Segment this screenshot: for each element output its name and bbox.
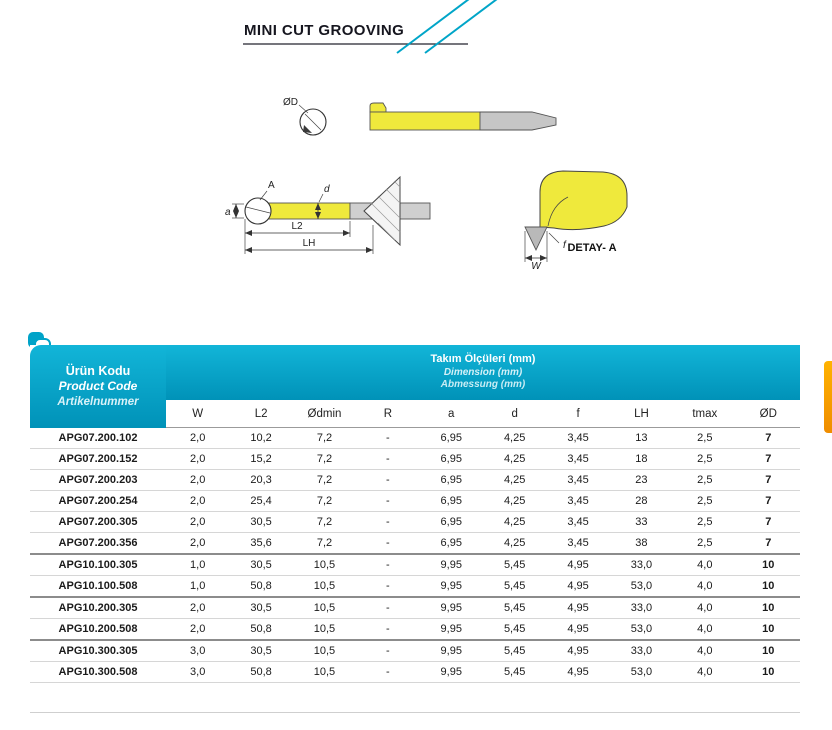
value-cell: 10,5: [293, 576, 356, 598]
table-row: [30, 533, 800, 555]
dim-d-label: d: [324, 184, 330, 195]
product-code-header: [30, 345, 166, 428]
value-cell: 2,5: [673, 428, 736, 449]
value-cell: 2,5: [673, 470, 736, 491]
value-cell: 20,3: [229, 470, 292, 491]
dim-f-label: f: [563, 240, 566, 251]
value-cell: 10: [737, 576, 800, 598]
value-cell: 10,5: [293, 662, 356, 683]
value-cell: 7,2: [293, 428, 356, 449]
dimensions-header-tr: Takım Ölçüleri (mm): [430, 353, 536, 366]
value-cell: 2,0: [166, 470, 229, 491]
value-cell: 30,5: [229, 598, 292, 619]
table-row: [30, 428, 800, 449]
value-cell: 7,2: [293, 449, 356, 470]
value-cell: 4,95: [546, 598, 609, 619]
dimensions-header-de: Abmessung (mm): [440, 379, 526, 391]
value-cell: 35,6: [229, 533, 292, 555]
value-cell: 10,5: [293, 641, 356, 662]
value-cell: 4,0: [673, 619, 736, 641]
column-header-7: LH: [610, 400, 673, 428]
value-cell: 10,2: [229, 428, 292, 449]
value-cell: 2,5: [673, 512, 736, 533]
table-row: [30, 619, 800, 641]
value-cell: 4,25: [483, 512, 546, 533]
product-code-cell: APG10.200.305: [30, 598, 166, 619]
product-code-cell: APG07.200.305: [30, 512, 166, 533]
value-cell: 9,95: [420, 619, 483, 641]
value-cell: 2,0: [166, 491, 229, 512]
value-cell: 10,5: [293, 555, 356, 576]
value-cell: 5,45: [483, 641, 546, 662]
value-cell: 7,2: [293, 470, 356, 491]
value-cell: 38: [610, 533, 673, 555]
value-cell: 1,0: [166, 555, 229, 576]
value-cell: 4,95: [546, 619, 609, 641]
product-code-cell: APG07.200.356: [30, 533, 166, 555]
value-cell: 5,45: [483, 598, 546, 619]
value-cell: 3,0: [166, 641, 229, 662]
value-cell: 4,95: [546, 555, 609, 576]
product-code-cell: APG10.100.508: [30, 576, 166, 598]
column-header-4: a: [420, 400, 483, 428]
value-cell: 3,45: [546, 428, 609, 449]
value-cell: 3,45: [546, 533, 609, 555]
detail-view: [525, 171, 627, 272]
value-cell: 9,95: [420, 576, 483, 598]
value-cell: 5,45: [483, 576, 546, 598]
value-cell: 7: [737, 533, 800, 555]
product-code-cell: APG10.300.508: [30, 662, 166, 683]
dim-w-label: W: [531, 261, 541, 272]
value-cell: 53,0: [610, 619, 673, 641]
value-cell: 9,95: [420, 662, 483, 683]
header-accent-lines: [0, 0, 832, 58]
value-cell: 7: [737, 470, 800, 491]
value-cell: -: [356, 576, 419, 598]
column-header-5: d: [483, 400, 546, 428]
value-cell: 7: [737, 491, 800, 512]
value-cell: 33,0: [610, 555, 673, 576]
value-cell: 15,2: [229, 449, 292, 470]
product-code-cell: APG07.200.102: [30, 428, 166, 449]
value-cell: 6,95: [420, 491, 483, 512]
value-cell: 10: [737, 598, 800, 619]
value-cell: 2,5: [673, 533, 736, 555]
value-cell: -: [356, 598, 419, 619]
value-cell: -: [356, 619, 419, 641]
product-code-header-de: Artikelnummer: [57, 395, 139, 408]
table-row: [30, 512, 800, 533]
page-title: MINI CUT GROOVING: [244, 22, 405, 39]
value-cell: 5,45: [483, 619, 546, 641]
value-cell: 10: [737, 619, 800, 641]
value-cell: 10: [737, 555, 800, 576]
table-row: [30, 662, 800, 683]
product-table: [30, 345, 800, 683]
dim-a-label: a: [225, 207, 231, 218]
value-cell: 4,25: [483, 428, 546, 449]
value-cell: 33,0: [610, 598, 673, 619]
value-cell: 4,95: [546, 662, 609, 683]
table-row: [30, 641, 800, 662]
product-code-header-en: Product Code: [58, 379, 138, 394]
value-cell: 33,0: [610, 641, 673, 662]
product-code-cell: APG10.100.305: [30, 555, 166, 576]
value-cell: 2,0: [166, 428, 229, 449]
value-cell: -: [356, 555, 419, 576]
side-view: [370, 103, 556, 130]
value-cell: 6,95: [420, 470, 483, 491]
value-cell: 13: [610, 428, 673, 449]
table-row: [30, 576, 800, 598]
value-cell: 4,0: [673, 641, 736, 662]
product-code-cell: APG10.300.305: [30, 641, 166, 662]
value-cell: 30,5: [229, 512, 292, 533]
value-cell: 2,0: [166, 449, 229, 470]
product-code-cell: APG07.200.152: [30, 449, 166, 470]
column-header-6: f: [546, 400, 609, 428]
value-cell: 7: [737, 428, 800, 449]
dim-l2-label: L2: [291, 221, 303, 232]
column-header-9: ØD: [737, 400, 800, 428]
value-cell: 3,45: [546, 470, 609, 491]
detail-title: DETAY- A: [567, 242, 617, 254]
value-cell: 7: [737, 449, 800, 470]
dimensions-header-en: Dimension (mm): [443, 366, 523, 378]
table-row: [30, 470, 800, 491]
table-row: [30, 555, 800, 576]
value-cell: 4,25: [483, 533, 546, 555]
value-cell: 9,95: [420, 598, 483, 619]
value-cell: 4,25: [483, 491, 546, 512]
detail-ref-label: A: [268, 180, 275, 191]
value-cell: 4,0: [673, 555, 736, 576]
table-row: [30, 598, 800, 619]
value-cell: -: [356, 449, 419, 470]
table-header-row: [30, 345, 800, 400]
column-header-8: tmax: [673, 400, 736, 428]
value-cell: 53,0: [610, 662, 673, 683]
value-cell: 6,95: [420, 533, 483, 555]
value-cell: 3,45: [546, 512, 609, 533]
value-cell: 4,25: [483, 449, 546, 470]
value-cell: 50,8: [229, 576, 292, 598]
value-cell: 10,5: [293, 619, 356, 641]
value-cell: 2,0: [166, 619, 229, 641]
value-cell: 4,25: [483, 470, 546, 491]
value-cell: 2,0: [166, 512, 229, 533]
value-cell: 28: [610, 491, 673, 512]
value-cell: 4,0: [673, 576, 736, 598]
value-cell: 4,0: [673, 662, 736, 683]
page-edge-tab: [824, 361, 832, 433]
value-cell: 2,5: [673, 449, 736, 470]
value-cell: 7,2: [293, 491, 356, 512]
value-cell: 1,0: [166, 576, 229, 598]
value-cell: 25,4: [229, 491, 292, 512]
value-cell: 3,0: [166, 662, 229, 683]
value-cell: 2,0: [166, 533, 229, 555]
value-cell: 6,95: [420, 449, 483, 470]
value-cell: 9,95: [420, 641, 483, 662]
value-cell: 2,5: [673, 491, 736, 512]
value-cell: 6,95: [420, 428, 483, 449]
product-table-container: [30, 345, 800, 713]
dim-lh-label: LH: [302, 238, 316, 249]
dimension-view: [225, 177, 430, 254]
value-cell: 9,95: [420, 555, 483, 576]
value-cell: -: [356, 470, 419, 491]
value-cell: 3,45: [546, 491, 609, 512]
column-header-2: Ødmin: [293, 400, 356, 428]
value-cell: 30,5: [229, 641, 292, 662]
value-cell: 6,95: [420, 512, 483, 533]
value-cell: 7,2: [293, 533, 356, 555]
product-code-header-tr: Ürün Kodu: [65, 364, 131, 379]
value-cell: -: [356, 662, 419, 683]
value-cell: -: [356, 641, 419, 662]
value-cell: 7,2: [293, 512, 356, 533]
od-label: ØD: [283, 97, 298, 108]
value-cell: 53,0: [610, 576, 673, 598]
value-cell: 33: [610, 512, 673, 533]
value-cell: 3,45: [546, 449, 609, 470]
value-cell: 50,8: [229, 619, 292, 641]
value-cell: 7: [737, 512, 800, 533]
product-code-cell: APG07.200.254: [30, 491, 166, 512]
end-view: [283, 97, 326, 135]
value-cell: 5,45: [483, 555, 546, 576]
table-row: [30, 491, 800, 512]
value-cell: -: [356, 533, 419, 555]
value-cell: 4,0: [673, 598, 736, 619]
value-cell: -: [356, 491, 419, 512]
value-cell: -: [356, 512, 419, 533]
value-cell: 10: [737, 662, 800, 683]
value-cell: 30,5: [229, 555, 292, 576]
value-cell: 18: [610, 449, 673, 470]
value-cell: 10,5: [293, 598, 356, 619]
value-cell: 10: [737, 641, 800, 662]
column-header-1: L2: [229, 400, 292, 428]
column-header-3: R: [356, 400, 419, 428]
technical-drawing: [180, 55, 690, 295]
value-cell: 50,8: [229, 662, 292, 683]
value-cell: 5,45: [483, 662, 546, 683]
value-cell: 4,95: [546, 576, 609, 598]
value-cell: 23: [610, 470, 673, 491]
dimensions-header: [166, 345, 800, 400]
value-cell: 4,95: [546, 641, 609, 662]
column-header-0: W: [166, 400, 229, 428]
value-cell: 2,0: [166, 598, 229, 619]
product-code-cell: APG10.200.508: [30, 619, 166, 641]
value-cell: -: [356, 428, 419, 449]
table-row: [30, 449, 800, 470]
product-code-cell: APG07.200.203: [30, 470, 166, 491]
